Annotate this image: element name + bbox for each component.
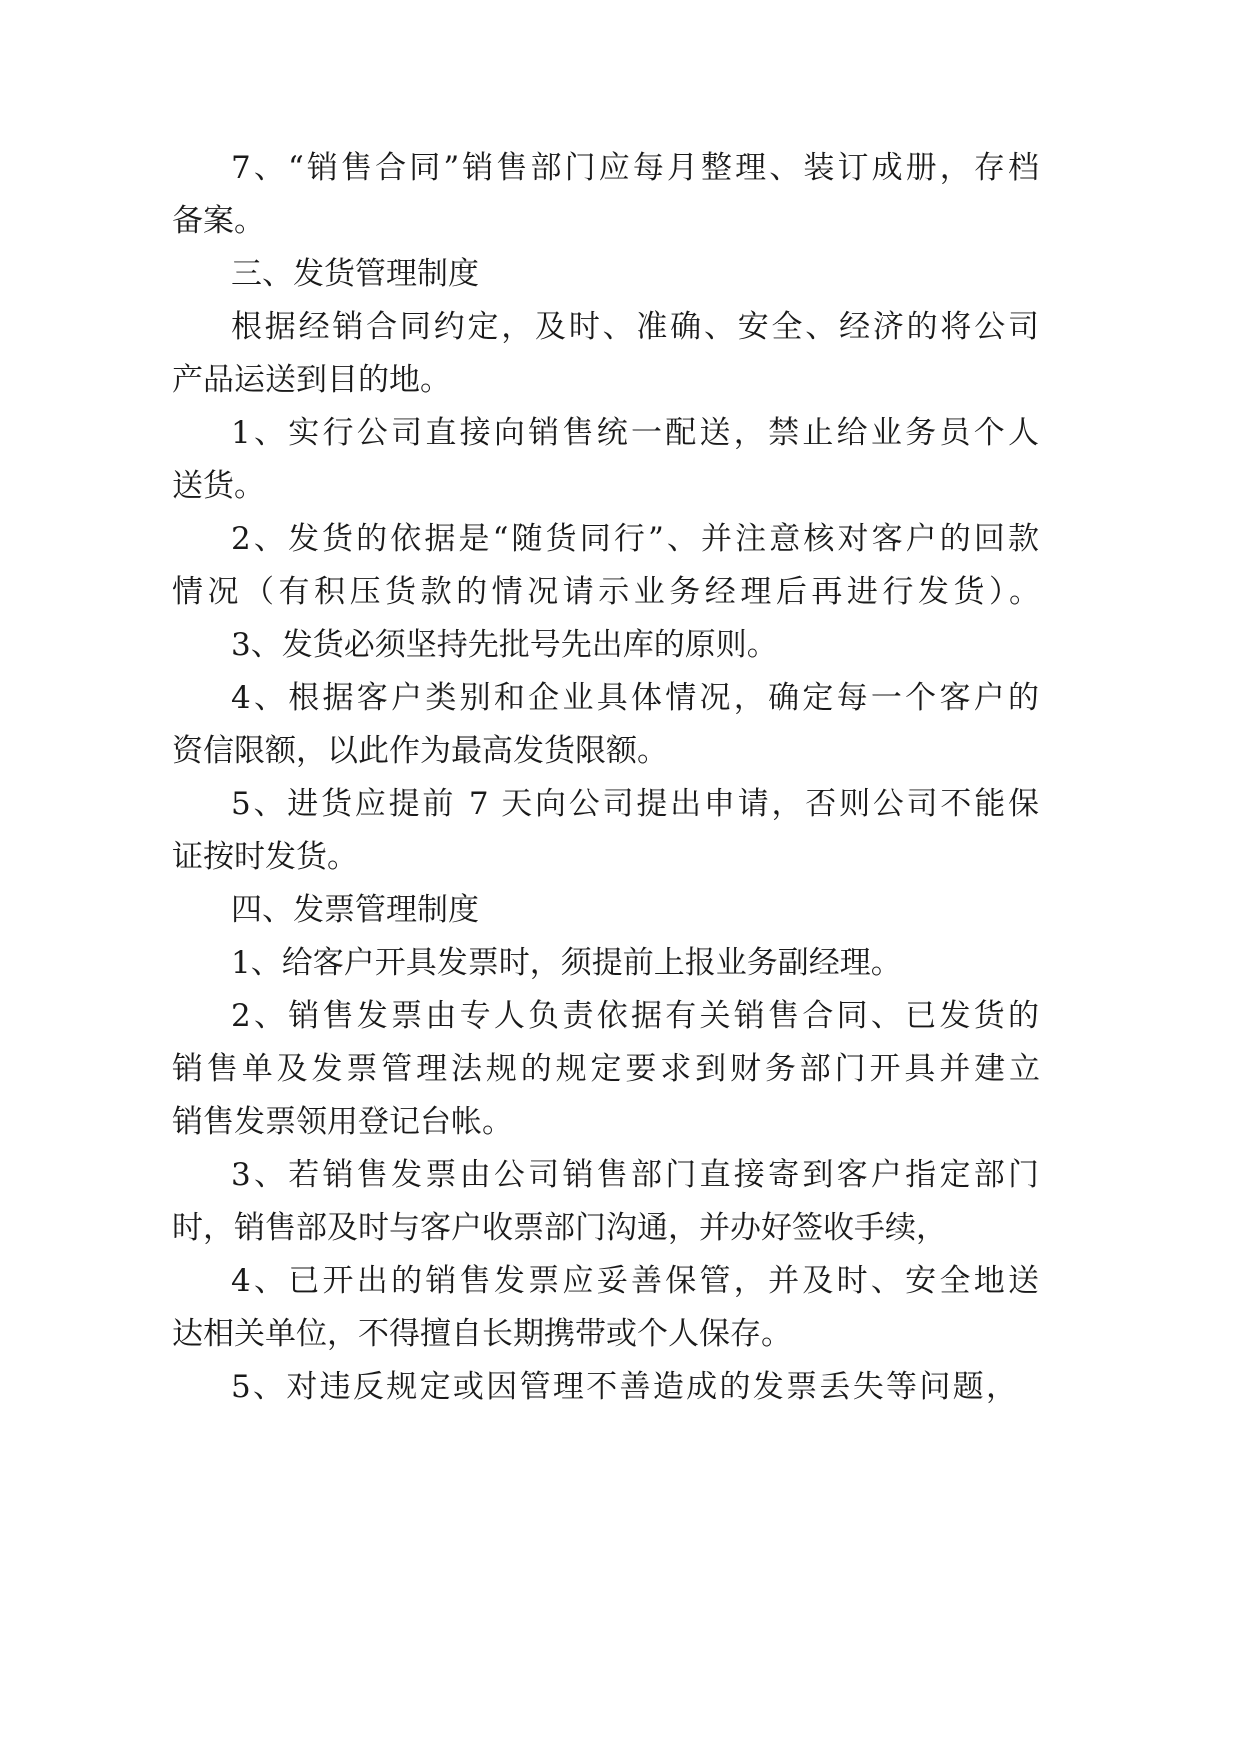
text-line: 3、发货必须坚持先批号先出库的原则。 — [231, 627, 778, 663]
text-line: 资信限额，以此作为最高发货限额。 — [172, 733, 668, 769]
text-line: 达相关单位，不得擅自长期携带或个人保存。 — [172, 1316, 792, 1352]
text-line: 4、已开出的销售发票应妥善保管，并及时、安全地送 — [231, 1263, 1039, 1299]
text-line: 5、对违反规定或因管理不善造成的发票丢失等问题， — [231, 1369, 1017, 1405]
section-heading: 三、发货管理制度 — [231, 256, 479, 292]
text-line: 送货。 — [172, 468, 265, 504]
text-line: 时，销售部及时与客户收票部门沟通，并办好签收手续， — [172, 1210, 947, 1246]
text-line: 情况（有积压货款的情况请示业务经理后再进行发货）。 — [172, 574, 1040, 610]
text-line: 产品运送到目的地。 — [172, 362, 451, 398]
text-line: 4、根据客户类别和企业具体情况，确定每一个客户的 — [231, 680, 1039, 716]
text-line: 1、给客户开具发票时，须提前上报业务副经理。 — [231, 945, 902, 981]
text-line: 5、进货应提前 7 天向公司提出申请，否则公司不能保 — [231, 786, 1039, 822]
text-line: 备案。 — [172, 203, 265, 239]
text-line: 1、实行公司直接向销售统一配送，禁止给业务员个人 — [231, 415, 1039, 451]
text-line: 销售发票领用登记台帐。 — [172, 1104, 513, 1140]
text-line: 销售单及发票管理法规的规定要求到财务部门开具并建立 — [172, 1051, 1040, 1087]
text-line: 7、“销售合同”销售部门应每月整理、装订成册，存档 — [231, 150, 1039, 186]
text-line: 2、销售发票由专人负责依据有关销售合同、已发货的 — [231, 998, 1039, 1034]
text-line: 根据经销合同约定，及时、准确、安全、经济的将公司 — [231, 309, 1039, 345]
text-line: 3、若销售发票由公司销售部门直接寄到客户指定部门 — [231, 1157, 1039, 1193]
text-line: 2、发货的依据是“随货同行”、并注意核对客户的回款 — [231, 521, 1039, 557]
text-line: 证按时发货。 — [172, 839, 358, 875]
section-heading: 四、发票管理制度 — [231, 892, 479, 928]
